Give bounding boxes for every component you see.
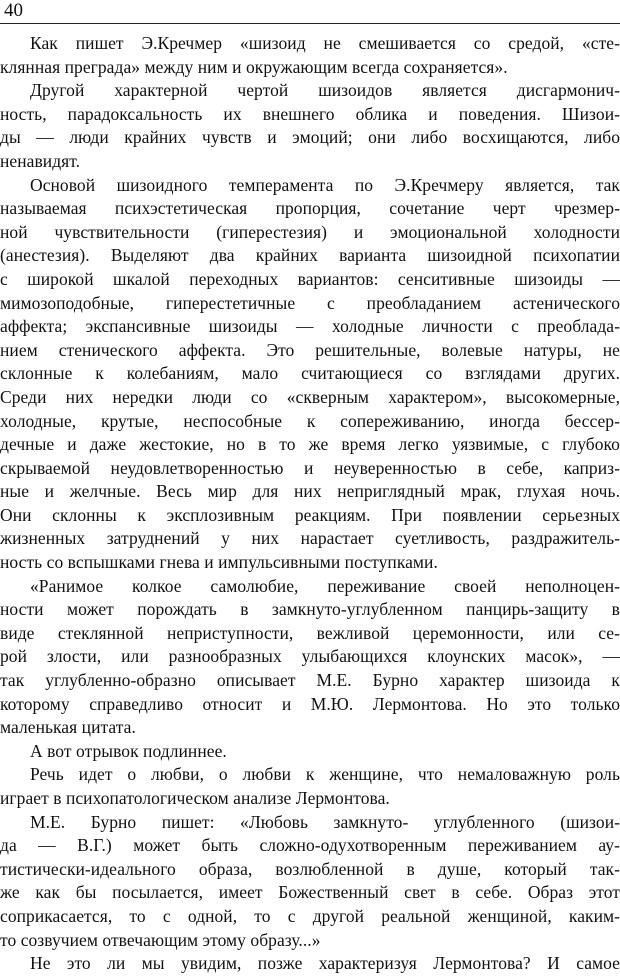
text-line: Не это ли мы увидим, позже характеризуя Лермонтова? И самое xyxy=(30,953,620,974)
text-line: тистически-идеального образа, возлюбленной в душе, который так- xyxy=(0,858,620,879)
text-line: соприкасается, то с одной, то с другой реальной женщиной, каким- xyxy=(0,905,620,926)
text-line: ной чувствительности (гиперестезия) и эмоциональной холодности xyxy=(0,221,620,242)
text-line: Среди них нередки люди со «скверным характером», высокомерные, xyxy=(0,386,620,407)
text-line: же как бы посылается, имеет Божественный свет в себе. Образ этот xyxy=(0,882,620,903)
text-line: (анестезия). Выделяют два крайних варианта шизоидной психопатии xyxy=(0,245,620,266)
text-line: холодные, крутые, неспособные к сопереживанию, иногда бессер- xyxy=(0,410,620,431)
text-line: жизненных затруднений у них нарастает суетливость, раздражитель- xyxy=(0,528,620,549)
header-rule xyxy=(0,23,620,24)
page-number: 40 xyxy=(4,0,23,21)
text-line: Как пишет Э.Кречмер «шизоид не смешивается со средой, «сте- xyxy=(30,33,620,53)
text-line: играет в психопатологическом анализе Лермонтова. xyxy=(0,788,390,808)
text-line: М.Е. Бурно пишет: «Любовь замкнуто- углубленного (шизои- xyxy=(30,811,620,832)
text-line: склонные к колебаниям, мало считающиеся со взглядами других. xyxy=(0,363,620,384)
text-line: так углубленно-образно описывает М.Е. Бурно характер шизоида к xyxy=(0,670,620,691)
text-line: то созвучием отвечающим этому образу...» xyxy=(0,929,321,950)
text-line: Основой шизоидного темперамента по Э.Кречмеру является, так xyxy=(30,174,620,195)
text-line: дечные и даже жестокие, но в то же время легко уязвимые, с глубоко xyxy=(0,434,620,455)
text-line: с широкой шкалой переходных вариантов: сенситивные шизоиды — xyxy=(0,268,620,289)
text-line: называемая психэстетическая пропорция, сочетание черт чрезмер- xyxy=(0,198,620,219)
text-line: которому справедливо относит и М.Ю. Лермонтова. Но это только xyxy=(0,693,620,714)
text-line: Другой характерной чертой шизоидов является дисгармонич- xyxy=(30,80,620,101)
text-line: ные и желчные. Весь мир для них неприглядный мрак, глухая ночь. xyxy=(0,481,620,502)
text-line: ды — люди крайних чувств и эмоций; они либо восхищаются, либо xyxy=(0,127,620,148)
text-line: скрываемой неудовлетворенностью и неуверенностью в себе, каприз- xyxy=(0,457,620,478)
text-line: ность со вспышками гнева и импульсивными поступками. xyxy=(0,552,438,573)
text-line: маленькая цитата. xyxy=(0,717,136,738)
text-line: А вот отрывок подлиннее. xyxy=(30,740,227,761)
text-line: ность, парадоксальность их внешнего облика и поведения. Шизои- xyxy=(0,103,620,124)
text-line: рой злости, или разнообразных улыбающихся клоунских масок», — xyxy=(0,646,620,667)
text-line: Они склонны к эксплозивным реакциям. При появлении серьезных xyxy=(0,504,620,525)
text-line: ности может порождать в замкнуто-углубленном панцирь-защиту в xyxy=(0,599,620,620)
body-text xyxy=(0,32,620,976)
text-line: клянная преграда» между ним и окружающим всегда сохраняется». xyxy=(0,56,508,77)
text-line: «Ранимое колкое самолюбие, переживание своей неполноцен- xyxy=(30,575,620,596)
text-line: нием стенического аффекта. Это решительные, волевые натуры, не xyxy=(0,339,620,360)
text-line: аффекта; экспансивные шизоиды — холодные личности с преоблада- xyxy=(0,316,620,337)
text-line: ненавидят. xyxy=(0,150,81,171)
text-line: да — В.Г.) может быть сложно-одухотворенным переживанием ау- xyxy=(0,835,620,856)
text-line: виде стеклянной неприступности, вежливой церемонности, или се- xyxy=(0,622,620,643)
text-line: Речь идет о любви, о любви к женщине, что немаловажную роль xyxy=(30,764,620,785)
text-line: мимозоподобные, гиперестетичные с преобладанием астенического xyxy=(0,292,620,313)
